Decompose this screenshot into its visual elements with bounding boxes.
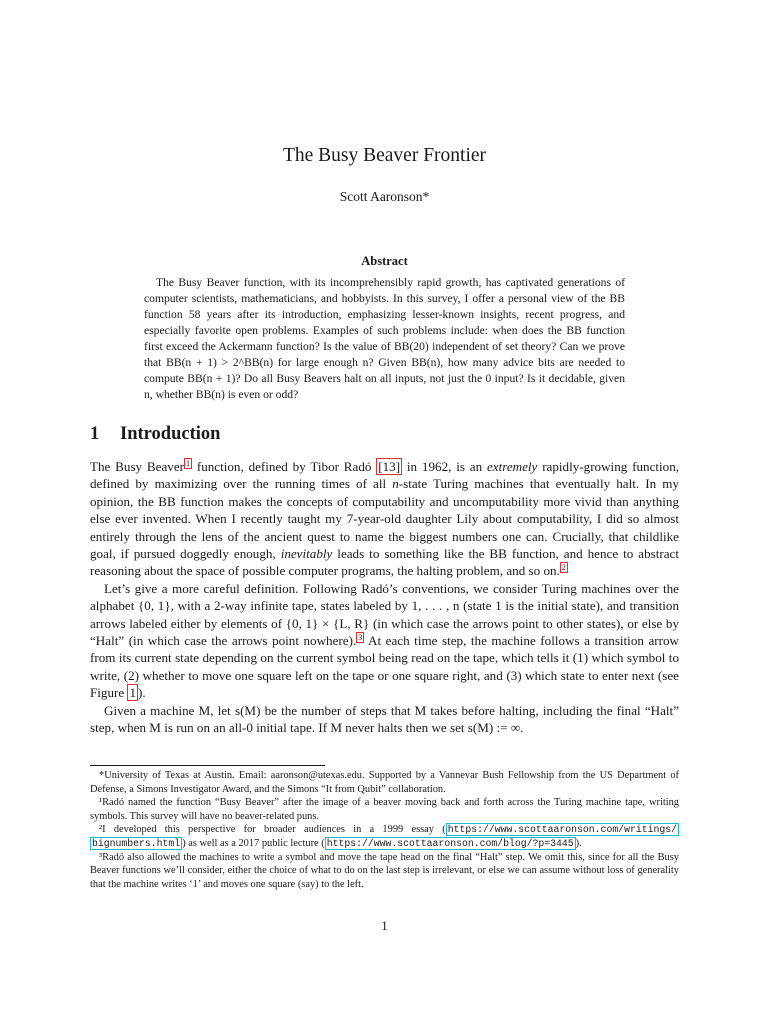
text-run: -state Turing machines that eventually halt. In my opinion, the BB function makes the concepts of computability and uncomputability more vivid than anything else ever invented. When I recently taught my 7-year-old daughter Lily about computability, I did so almost entirely through the lens of the ancient quest to name the biggest numbers one can. Crucially, that childlike goal, if pursued doggedly enough, xyxy=(90,476,679,562)
text-run: ). xyxy=(575,837,582,849)
footnote-affiliation: *University of Texas at Austin. Email: aaronson@utexas.edu. Supported by a Vannevar Bush Fellowship from the US Department of Defense, a Simons Investigator Award, and the Simons “It from Qubit” collaboration. xyxy=(90,770,679,795)
text-run: Let’s give a more careful definition. Following Radó’s conventions, we consider Turing machines over the alphabet {0, 1}, with a 2-way infinite tape, states labeled by 1, . . . , n (state 1 is the initial state), and transition arrows labeled either by elements of {0, 1} × {L, R} (in which case the arrows point to other states), or else by “Halt” (in which case the arrows point nowhere). xyxy=(90,580,679,649)
footnote-1: ¹Radó named the function “Busy Beaver” after the image of a beaver moving back and forth across the Turing machine tape, writing symbols. This survey will have no beaver-related puns. xyxy=(90,797,679,822)
page-number: 1 xyxy=(381,918,388,933)
math-n: n xyxy=(392,476,399,492)
text-run: leads to something like the BB function, and hence to abstract reasoning about the space of possible computer programs, the halting problem, and so on. xyxy=(90,546,679,579)
citation-link-13[interactable]: [13] xyxy=(378,459,401,474)
section-number: 1 xyxy=(90,424,100,444)
text-run: rapidly-growing function, defined by maximizing over the running times of all xyxy=(90,459,680,492)
essay-url-link-continued[interactable]: bignumbers.html xyxy=(92,837,181,849)
body-text xyxy=(90,458,679,737)
section-title: Introduction xyxy=(120,424,221,444)
paragraph-3: Given a machine M, let s(M) be the number of steps that M takes before halting, including the final “Halt” step, when M is run on an all-0 initial tape. If M never halts then we set s(M) := ∞. xyxy=(90,702,679,736)
footnote-2 xyxy=(90,823,679,850)
text-run: ) as well as a 2017 public lecture ( xyxy=(182,837,325,849)
paper-author: Scott Aaronson* xyxy=(339,189,430,204)
emphasis-text: inevitably xyxy=(280,546,333,562)
text-run: The Busy Beaver xyxy=(90,459,185,474)
lecture-url-link[interactable]: https://www.scottaaronson.com/blog/?p=3445 xyxy=(326,837,574,849)
footnotes xyxy=(90,769,679,891)
footnote-link-3[interactable]: 3 xyxy=(358,632,363,642)
paragraph-2 xyxy=(90,580,679,702)
paragraph-1 xyxy=(90,458,679,580)
text-run: function, defined by Tibor Radó xyxy=(192,459,377,474)
paper-page xyxy=(90,0,679,1024)
footnote-link-1[interactable]: 1 xyxy=(186,458,191,468)
footnote-divider xyxy=(90,765,325,766)
text-run: ²I developed this perspective for broader audiences in a 1999 essay ( xyxy=(99,824,446,836)
footnote-link-2[interactable]: 2 xyxy=(561,563,566,573)
text-run: At each time step, the machine follows a transition arrow from its current state depending on the current symbol being read on the tape, which tells it (1) which symbol to write, (2) whether to move one square left on the tape or one square right, and (3) which state to enter next (see Figure xyxy=(90,633,679,701)
figure-link-1[interactable]: 1 xyxy=(129,685,137,701)
section-heading xyxy=(90,424,220,445)
text-run: in 1962, is an xyxy=(402,459,487,474)
essay-url-link[interactable]: https://www.scottaaronson.com/writings/ xyxy=(447,824,677,836)
abstract-heading: Abstract xyxy=(361,254,408,268)
emphasis-text: extremely xyxy=(486,459,538,474)
footnote-3: ³Radó also allowed the machines to write a symbol and move the tape head on the final “Halt” step. We omit this, since for all the Busy Beaver functions we’ll consider, either the choice of what to do on the last step is irrelevant, or else we can assume without loss of generality that the machine writes ‘1’ and moves one square (say) to the left. xyxy=(90,851,679,890)
text-run: ). xyxy=(138,685,146,701)
paper-title: The Busy Beaver Frontier xyxy=(282,145,487,166)
abstract-text: The Busy Beaver function, with its incomprehensibly rapid growth, has captivated generations of computer scientists, mathematicians, and hobbyists. In this survey, I offer a personal view of the BB function 58 years after its introduction, emphasizing lesser-known insights, recent progress, and especially favorite open problems. Examples of such problems include: when does the BB function first exceed the Ackermann function? Is the value of BB(20) independent of set theory? Can we prove that BB(n + 1) > 2^BB(n) for large enough n? Given BB(n), how many advice bits are needed to compute BB(n + 1)? Do all Busy Beavers halt on all inputs, not just the 0 input? Is it decidable, given n, whether BB(n) is even or odd? xyxy=(144,276,625,401)
